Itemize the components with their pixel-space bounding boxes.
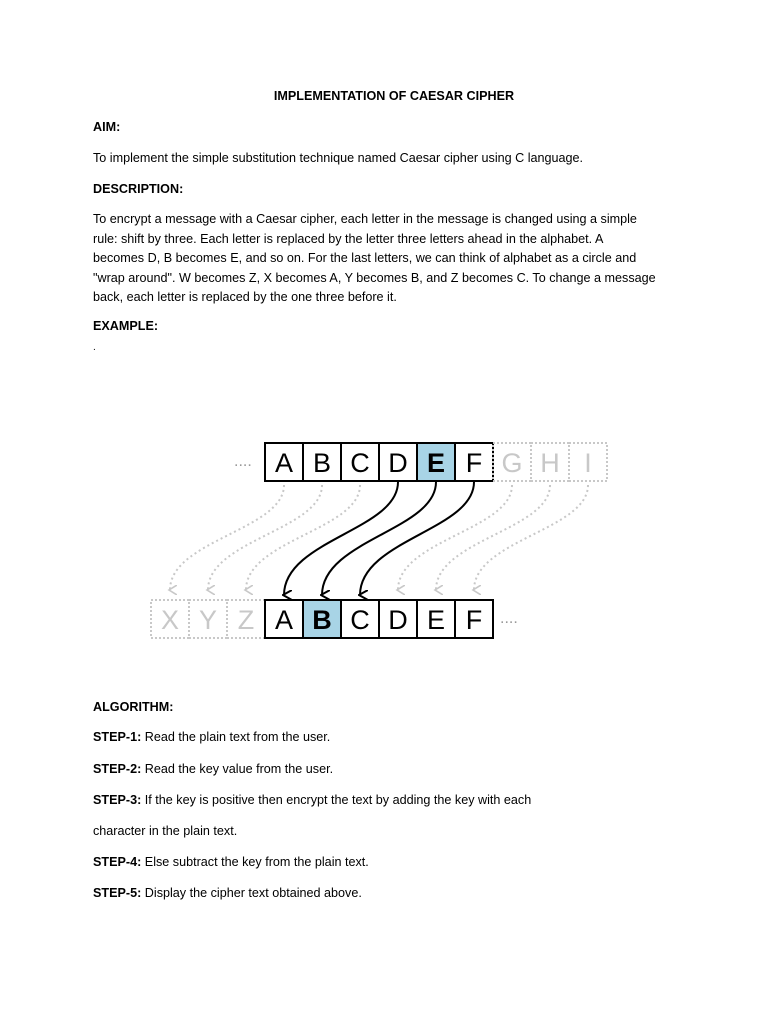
letter-faded: Z: [237, 605, 255, 635]
step-label: STEP-4:: [93, 855, 142, 869]
letter: C: [350, 605, 370, 635]
example-dot: .: [93, 342, 96, 353]
letter: F: [465, 605, 483, 635]
step-label: STEP-3:: [93, 793, 142, 807]
step-label: STEP-2:: [93, 762, 142, 776]
letter-faded: X: [160, 605, 180, 635]
letter: C: [350, 448, 370, 478]
example-heading: EXAMPLE:: [93, 319, 159, 333]
step-text: Read the key value from the user.: [141, 762, 334, 776]
letter-faded: I: [584, 448, 592, 478]
algorithm-step: [93, 883, 362, 903]
step-text: If the key is positive then encrypt the text by adding the key with each: [141, 793, 532, 807]
description-line: rule: shift by three. Each letter is replaced by the letter three letters ahead in the alphabet. A: [93, 231, 604, 246]
shift-arrow: [322, 482, 436, 595]
letter-faded: H: [540, 448, 560, 478]
shift-arrow: [360, 482, 474, 595]
algorithm-step: [93, 727, 330, 747]
letter: B: [312, 448, 332, 478]
description-line: back, each letter is replaced by the one three before it.: [93, 290, 397, 304]
algorithm-step: [93, 790, 531, 810]
algorithm-step-continuation: [93, 821, 237, 841]
top-row: [265, 443, 607, 481]
step-label: STEP-5:: [93, 886, 142, 900]
letter: A: [274, 448, 294, 478]
algorithm-heading: ALGORITHM:: [93, 700, 174, 714]
aim-heading: AIM:: [93, 120, 121, 134]
shift-arrow: [284, 482, 398, 595]
letter: D: [388, 605, 408, 635]
letter: D: [388, 448, 408, 478]
letter: A: [274, 605, 294, 635]
letter-highlight: E: [426, 448, 446, 478]
letter-faded: G: [501, 448, 523, 478]
bottom-row: [151, 600, 493, 638]
shift-arrow-faded: [170, 485, 284, 590]
page-title: IMPLEMENTATION OF CAESAR CIPHER: [273, 89, 515, 103]
aim-text: To implement the simple substitution technique named Caesar cipher using C language.: [93, 151, 584, 165]
letter-faded: Y: [198, 605, 218, 635]
step-text: Read the plain text from the user.: [141, 730, 331, 744]
letter-highlight: B: [312, 605, 332, 635]
shift-arrow-faded: [436, 485, 550, 590]
description-line: becomes D, B becomes E, and so on. For the last letters, we can think of alphabet as a circle and: [93, 251, 637, 265]
description-line: To encrypt a message with a Caesar cipher, each letter in the message is changed using a simple: [93, 212, 637, 226]
shift-arrow-faded: [208, 485, 322, 590]
algorithm-step: [93, 852, 369, 872]
description-line: "wrap around". W becomes Z, X becomes A, Y becomes B, and Z becomes C. To change a message: [93, 270, 656, 285]
top-ellipsis: ....: [234, 453, 252, 470]
description-heading: DESCRIPTION:: [93, 182, 184, 196]
shift-arrow-faded: [246, 485, 360, 590]
step-label: STEP-1:: [93, 730, 142, 744]
step-text: Display the cipher text obtained above.: [141, 886, 362, 900]
step-text: character in the plain text.: [93, 824, 238, 838]
letter: E: [426, 605, 446, 635]
shift-arrow-faded: [474, 485, 588, 590]
bottom-ellipsis: ....: [500, 610, 518, 627]
letter: F: [465, 448, 483, 478]
algorithm-step: [93, 759, 333, 779]
step-text: Else subtract the key from the plain text.: [141, 855, 369, 869]
